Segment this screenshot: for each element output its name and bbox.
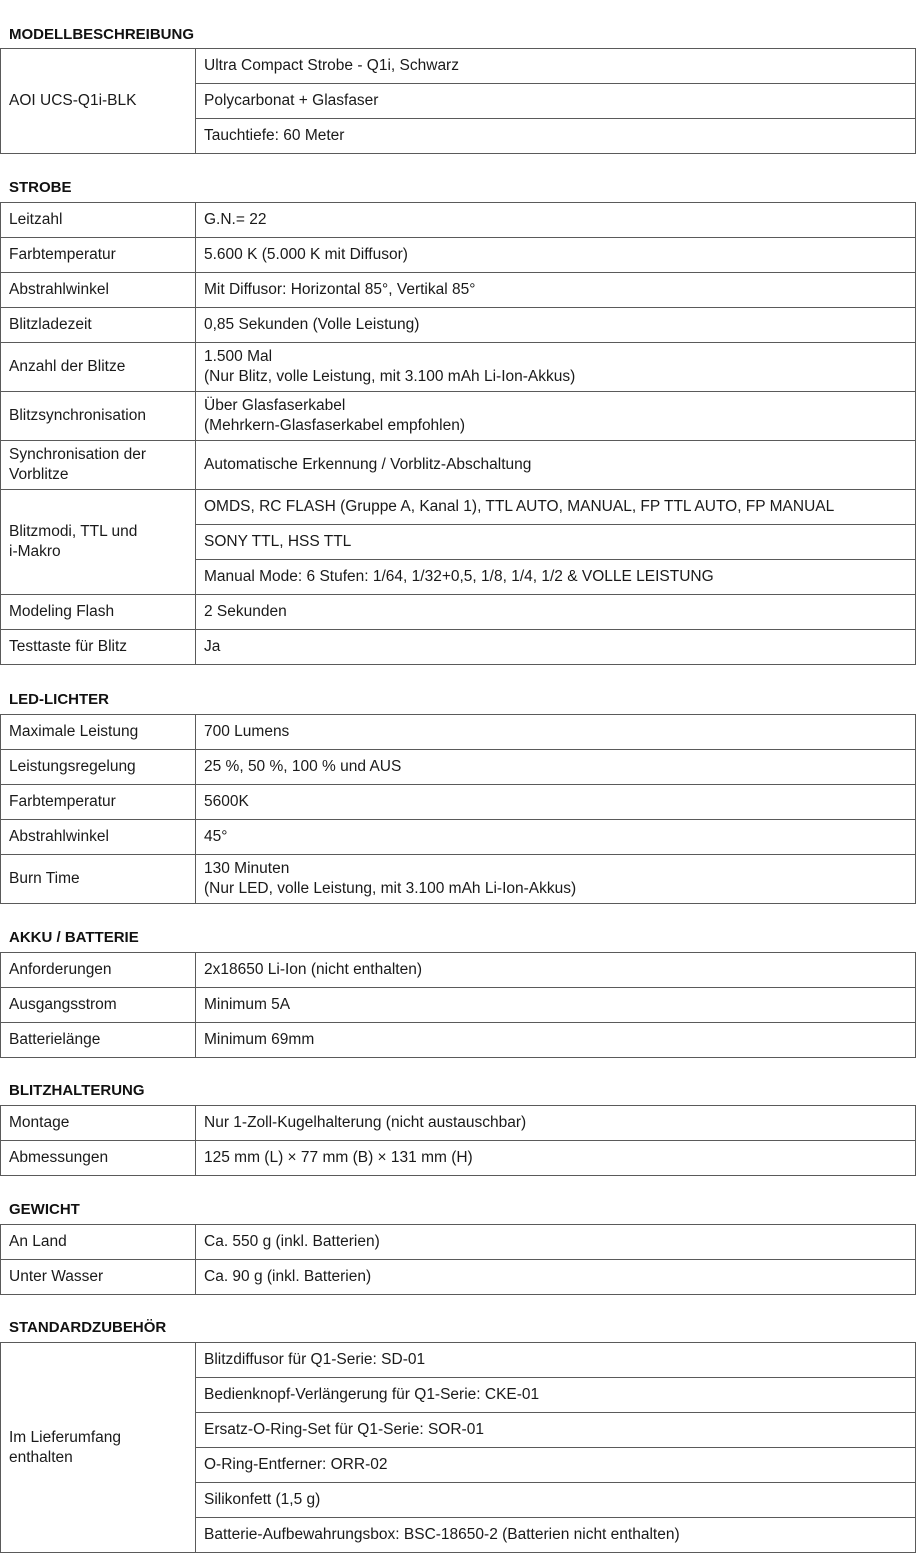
table-row bbox=[1, 595, 916, 630]
row-label: Leitzahl bbox=[1, 203, 196, 238]
row-label bbox=[1, 490, 196, 595]
row-label: Testtaste für Blitz bbox=[1, 630, 196, 665]
table-row bbox=[1, 49, 916, 84]
row-label: Unter Wasser bbox=[1, 1260, 196, 1295]
row-label bbox=[1, 441, 196, 490]
row-value: 45° bbox=[196, 820, 916, 855]
table-row bbox=[1, 820, 916, 855]
table-row bbox=[1, 308, 916, 343]
table-row bbox=[1, 238, 916, 273]
row-label: Anzahl der Blitze bbox=[1, 343, 196, 392]
section-title: MODELLBESCHREIBUNG bbox=[9, 26, 195, 43]
label-line: i-Makro bbox=[9, 543, 61, 560]
section-title: STROBE bbox=[9, 179, 72, 196]
row-label: An Land bbox=[1, 1225, 196, 1260]
spec-table bbox=[0, 714, 916, 904]
row-value: 5600K bbox=[196, 785, 916, 820]
table-row bbox=[1, 750, 916, 785]
value-line: 130 Minuten bbox=[204, 860, 290, 877]
row-value: 0,85 Sekunden (Volle Leistung) bbox=[196, 308, 916, 343]
value-line: (Nur Blitz, volle Leistung, mit 3.100 mAh Li-Ion-Akkus) bbox=[204, 368, 576, 385]
row-value: Ca. 90 g (inkl. Batterien) bbox=[196, 1260, 916, 1295]
row-value: Ca. 550 g (inkl. Batterien) bbox=[196, 1225, 916, 1260]
table-row bbox=[1, 273, 916, 308]
table-row bbox=[1, 855, 916, 904]
section-gewicht bbox=[0, 1199, 916, 1295]
row-value: Ersatz-O-Ring-Set für Q1-Serie: SOR-01 bbox=[196, 1413, 916, 1448]
spec-table bbox=[0, 1224, 916, 1295]
row-value: Batterie-Aufbewahrungsbox: BSC-18650-2 (Batterien nicht enthalten) bbox=[196, 1518, 916, 1553]
label-line: Synchronisation der bbox=[9, 446, 146, 463]
label-line: enthalten bbox=[9, 1448, 73, 1466]
label-line: Im Lieferumfang bbox=[9, 1428, 121, 1446]
row-value: Manual Mode: 6 Stufen: 1/64, 1/32+0,5, 1/8, 1/4, 1/2 & VOLLE LEISTUNG bbox=[196, 560, 916, 595]
section-title: LED-LICHTER bbox=[9, 691, 109, 708]
row-value: Ja bbox=[196, 630, 916, 665]
section-akku-batterie bbox=[0, 927, 916, 1058]
table-row bbox=[1, 1225, 916, 1260]
row-label: Burn Time bbox=[1, 855, 196, 904]
value-line: (Mehrkern-Glasfaserkabel empfohlen) bbox=[204, 417, 466, 434]
row-value: 700 Lumens bbox=[196, 715, 916, 750]
section-strobe bbox=[0, 177, 916, 665]
section-standardzubehoer bbox=[0, 1317, 916, 1553]
spec-table bbox=[0, 952, 916, 1058]
row-label: Ausgangsstrom bbox=[1, 988, 196, 1023]
row-label: Blitzladezeit bbox=[1, 308, 196, 343]
row-label bbox=[1, 1343, 196, 1553]
section-title: GEWICHT bbox=[9, 1201, 80, 1218]
table-row bbox=[1, 203, 916, 238]
row-value: OMDS, RC FLASH (Gruppe A, Kanal 1), TTL AUTO, MANUAL, FP TTL AUTO, FP MANUAL bbox=[196, 490, 916, 525]
table-row bbox=[1, 1023, 916, 1058]
row-value: O-Ring-Entferner: ORR-02 bbox=[196, 1448, 916, 1483]
row-label: Farbtemperatur bbox=[1, 785, 196, 820]
table-row bbox=[1, 1141, 916, 1176]
row-value bbox=[196, 343, 916, 392]
section-led-lichter bbox=[0, 689, 916, 904]
table-row bbox=[1, 1343, 916, 1378]
row-value: Silikonfett (1,5 g) bbox=[196, 1483, 916, 1518]
row-label: AOI UCS-Q1i-BLK bbox=[1, 49, 196, 154]
row-value bbox=[196, 392, 916, 441]
table-row bbox=[1, 785, 916, 820]
table-row bbox=[1, 630, 916, 665]
label-line: Blitzmodi, TTL und bbox=[9, 523, 138, 540]
section-title: BLITZHALTERUNG bbox=[9, 1082, 145, 1099]
table-row bbox=[1, 343, 916, 392]
section-title: STANDARDZUBEHÖR bbox=[9, 1319, 167, 1336]
row-label: Blitzsynchronisation bbox=[1, 392, 196, 441]
value-line: (Nur LED, volle Leistung, mit 3.100 mAh Li-Ion-Akkus) bbox=[204, 880, 577, 897]
row-value: Mit Diffusor: Horizontal 85°, Vertikal 85° bbox=[196, 273, 916, 308]
table-row bbox=[1, 715, 916, 750]
table-row bbox=[1, 490, 916, 525]
section-modellbeschreibung bbox=[0, 24, 916, 154]
value-line: 1.500 Mal bbox=[204, 348, 273, 365]
row-value: G.N.= 22 bbox=[196, 203, 916, 238]
section-title: AKKU / BATTERIE bbox=[9, 929, 139, 946]
spec-table bbox=[0, 1105, 916, 1176]
row-value: Automatische Erkennung / Vorblitz-Abschaltung bbox=[196, 441, 916, 490]
row-label: Maximale Leistung bbox=[1, 715, 196, 750]
row-value: Bedienknopf-Verlängerung für Q1-Serie: CKE-01 bbox=[196, 1378, 916, 1413]
row-label: Leistungsregelung bbox=[1, 750, 196, 785]
table-row bbox=[1, 988, 916, 1023]
row-value: 125 mm (L) × 77 mm (B) × 131 mm (H) bbox=[196, 1141, 916, 1176]
row-value: Blitzdiffusor für Q1-Serie: SD-01 bbox=[196, 1343, 916, 1378]
spec-table bbox=[0, 48, 916, 154]
row-value: 5.600 K (5.000 K mit Diffusor) bbox=[196, 238, 916, 273]
row-value: Polycarbonat + Glasfaser bbox=[196, 84, 916, 119]
row-label: Montage bbox=[1, 1106, 196, 1141]
row-value: 25 %, 50 %, 100 % und AUS bbox=[196, 750, 916, 785]
table-row bbox=[1, 392, 916, 441]
value-line: Über Glasfaserkabel bbox=[204, 397, 346, 414]
row-value: Minimum 5A bbox=[196, 988, 916, 1023]
row-value: Nur 1-Zoll-Kugelhalterung (nicht austauschbar) bbox=[196, 1106, 916, 1141]
row-label: Abmessungen bbox=[1, 1141, 196, 1176]
table-row bbox=[1, 953, 916, 988]
table-row bbox=[1, 1260, 916, 1295]
row-value: Minimum 69mm bbox=[196, 1023, 916, 1058]
row-label: Farbtemperatur bbox=[1, 238, 196, 273]
row-label: Batterielänge bbox=[1, 1023, 196, 1058]
spec-table bbox=[0, 1342, 916, 1553]
label-line: Vorblitze bbox=[9, 466, 69, 483]
row-label: Abstrahlwinkel bbox=[1, 273, 196, 308]
row-value: 2x18650 Li-Ion (nicht enthalten) bbox=[196, 953, 916, 988]
spec-table bbox=[0, 202, 916, 665]
row-label: Modeling Flash bbox=[1, 595, 196, 630]
row-value: SONY TTL, HSS TTL bbox=[196, 525, 916, 560]
row-value: Ultra Compact Strobe - Q1i, Schwarz bbox=[196, 49, 916, 84]
row-label: Anforderungen bbox=[1, 953, 196, 988]
row-value: 2 Sekunden bbox=[196, 595, 916, 630]
row-value bbox=[196, 855, 916, 904]
row-label: Abstrahlwinkel bbox=[1, 820, 196, 855]
section-blitzhalterung bbox=[0, 1080, 916, 1176]
row-value: Tauchtiefe: 60 Meter bbox=[196, 119, 916, 154]
table-row bbox=[1, 1106, 916, 1141]
table-row bbox=[1, 441, 916, 490]
